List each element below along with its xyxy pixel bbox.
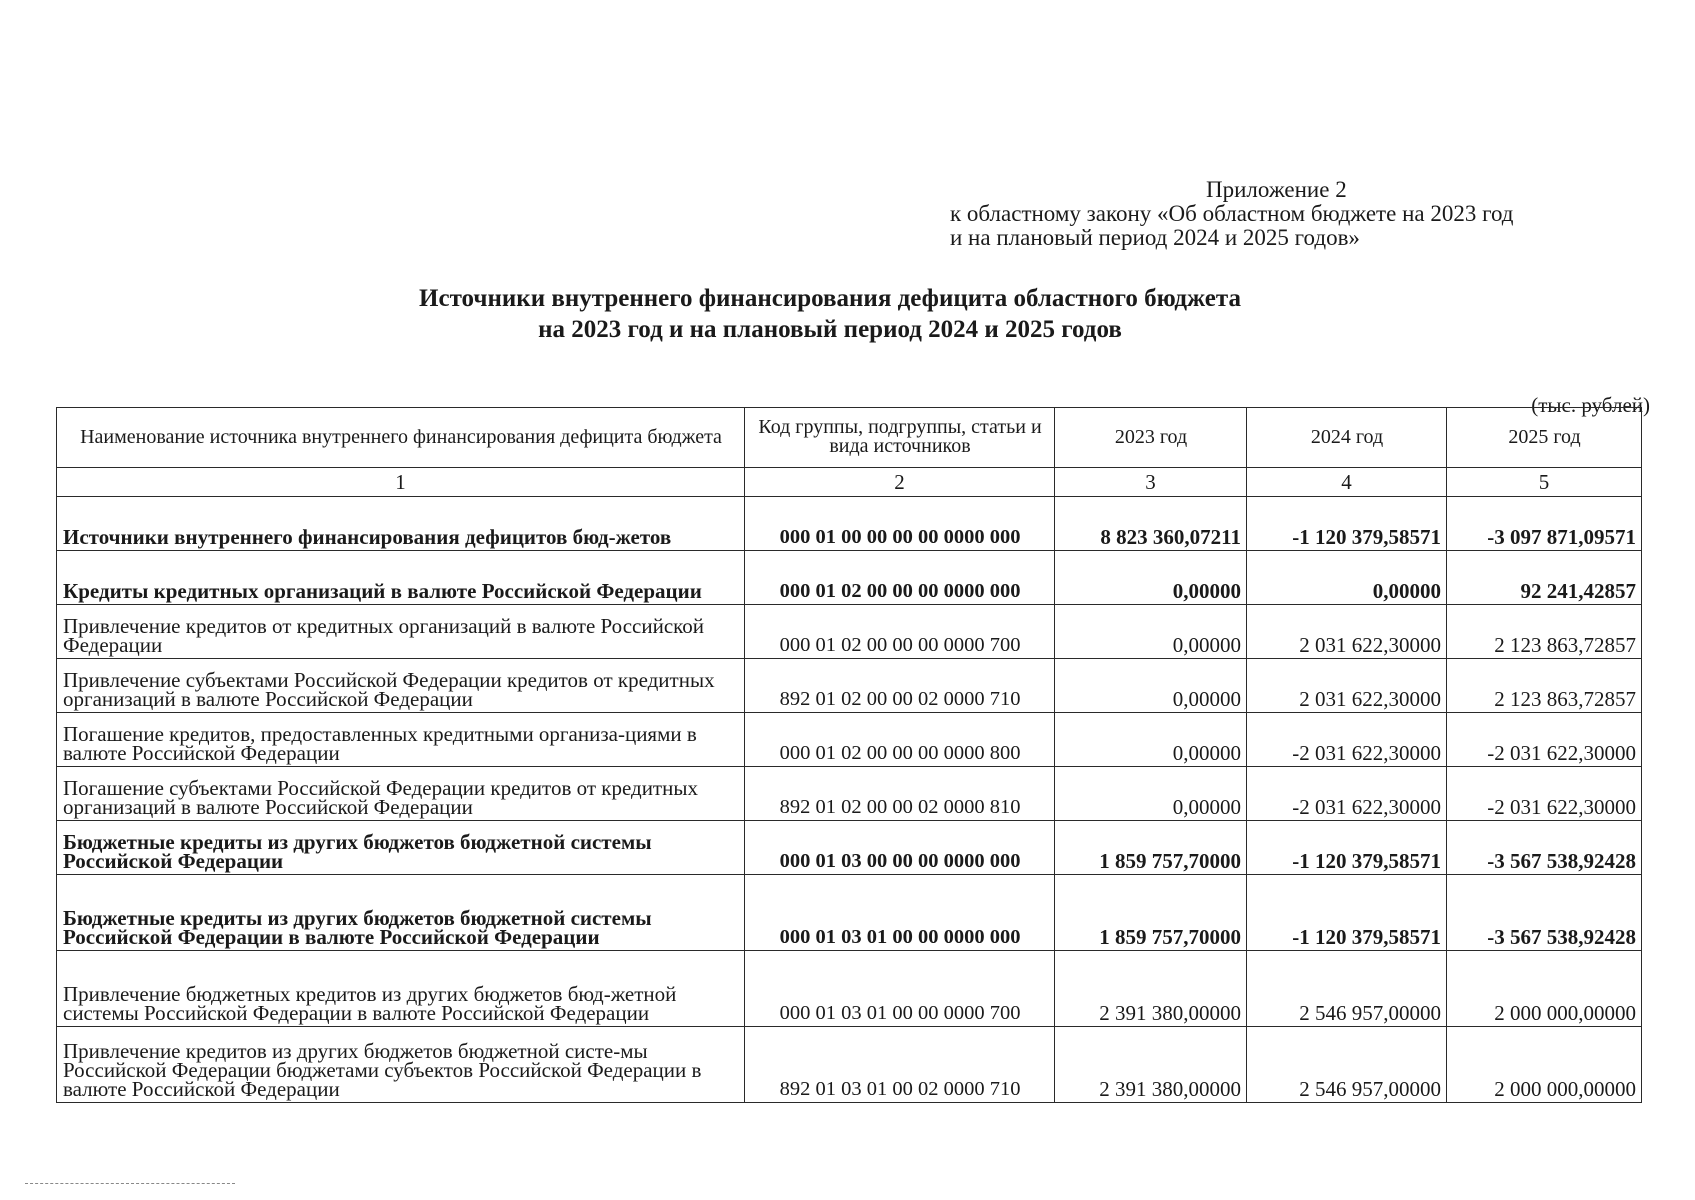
table-row [57,875,1642,951]
source-name: Привлечение субъектами Российской Федерации кредитов от кредитных организаций в валюте Российской Федерации [57,659,745,713]
appendix-line-2: и на плановый период 2024 и 2025 годов» [950,225,1360,250]
table-row [57,497,1642,551]
amount-2024: -1 120 379,58571 [1247,497,1447,551]
source-name: Погашение субъектами Российской Федерации кредитов от кредитных организаций в валюте Российской Федерации [57,767,745,821]
amount-2023: 1 859 757,70000 [1055,875,1247,951]
header-code: Код группы, подгруппы, статьи и вида источников [745,408,1055,468]
amount-2025: -3 567 538,92428 [1447,821,1642,875]
amount-2025: -2 031 622,30000 [1447,767,1642,821]
amount-2024: -1 120 379,58571 [1247,875,1447,951]
amount-2024: -2 031 622,30000 [1247,767,1447,821]
source-name: Бюджетные кредиты из других бюджетов бюджетной системы Российской Федерации в валюте Российской Федерации [57,875,745,951]
table-row [57,551,1642,605]
table-row [57,659,1642,713]
source-code: 000 01 03 00 00 00 0000 000 [745,821,1055,875]
source-name: Кредиты кредитных организаций в валюте Российской Федерации [57,551,745,605]
amount-2024: 2 546 957,00000 [1247,951,1447,1027]
header-year-2023: 2023 год [1055,408,1247,468]
source-name: Привлечение кредитов от кредитных организаций в валюте Российской Федерации [57,605,745,659]
amount-2023: 0,00000 [1055,713,1247,767]
table-header-row [57,408,1642,468]
source-code: 892 01 02 00 00 02 0000 810 [745,767,1055,821]
source-name: Бюджетные кредиты из других бюджетов бюджетной системы Российской Федерации [57,821,745,875]
amount-2025: -3 097 871,09571 [1447,497,1642,551]
amount-2025: 92 241,42857 [1447,551,1642,605]
source-name: Привлечение бюджетных кредитов из других бюджетов бюд-жетной системы Российской Федерации в валюте Российской Федерации [57,951,745,1027]
table-row [57,821,1642,875]
column-number: 5 [1447,468,1642,497]
amount-2025: 2 000 000,00000 [1447,1027,1642,1103]
amount-2025: 2 123 863,72857 [1447,659,1642,713]
amount-2023: 0,00000 [1055,767,1247,821]
appendix-title: Приложение 2 [1206,177,1347,202]
source-code: 892 01 03 01 00 02 0000 710 [745,1027,1055,1103]
amount-2023: 1 859 757,70000 [1055,821,1247,875]
table-row [57,605,1642,659]
column-number: 4 [1247,468,1447,497]
table-row [57,951,1642,1027]
footer-divider [25,1183,235,1184]
source-code: 000 01 00 00 00 00 0000 000 [745,497,1055,551]
source-name: Привлечение кредитов из других бюджетов бюджетной систе-мы Российской Федерации бюджетами субъектов Российской Федерации в валюте Российской Федерации [57,1027,745,1103]
header-year-2025: 2025 год [1447,408,1642,468]
source-code: 000 01 03 01 00 00 0000 000 [745,875,1055,951]
document-title-line-2: на 2023 год и на плановый период 2024 и 2025 годов [538,316,1122,343]
amount-2023: 0,00000 [1055,551,1247,605]
table-row [57,767,1642,821]
amount-2023: 0,00000 [1055,605,1247,659]
appendix-line-1: к областному закону «Об областном бюджете на 2023 год [950,201,1514,226]
amount-2023: 0,00000 [1055,659,1247,713]
appendix-header [950,178,1650,250]
document-title [300,283,1360,345]
source-name: Погашение кредитов, предоставленных кредитными организа-циями в валюте Российской Федерации [57,713,745,767]
amount-2025: 2 000 000,00000 [1447,951,1642,1027]
column-number: 3 [1055,468,1247,497]
source-code: 000 01 02 00 00 00 0000 000 [745,551,1055,605]
amount-2025: 2 123 863,72857 [1447,605,1642,659]
document-title-line-1: Источники внутреннего финансирования дефицита областного бюджета [419,285,1241,312]
amount-2024: -2 031 622,30000 [1247,713,1447,767]
amount-2024: 2 546 957,00000 [1247,1027,1447,1103]
amount-2023: 8 823 360,07211 [1055,497,1247,551]
column-number: 1 [57,468,745,497]
source-name: Источники внутреннего финансирования дефицитов бюд-жетов [57,497,745,551]
column-number: 2 [745,468,1055,497]
amount-2024: 0,00000 [1247,551,1447,605]
amount-2023: 2 391 380,00000 [1055,1027,1247,1103]
table-row [57,1027,1642,1103]
header-year-2024: 2024 год [1247,408,1447,468]
amount-2023: 2 391 380,00000 [1055,951,1247,1027]
source-code: 000 01 02 00 00 00 0000 800 [745,713,1055,767]
amount-2025: -2 031 622,30000 [1447,713,1642,767]
header-source-name: Наименование источника внутреннего финансирования дефицита бюджета [57,408,745,468]
amount-2024: -1 120 379,58571 [1247,821,1447,875]
column-number-row [57,468,1642,497]
financing-sources-table [56,407,1642,1103]
source-code: 000 01 02 00 00 00 0000 700 [745,605,1055,659]
table-row [57,713,1642,767]
amount-2024: 2 031 622,30000 [1247,659,1447,713]
amount-2024: 2 031 622,30000 [1247,605,1447,659]
units-label: (тыс. рублей) [1531,393,1650,417]
source-code: 000 01 03 01 00 00 0000 700 [745,951,1055,1027]
amount-2025: -3 567 538,92428 [1447,875,1642,951]
source-code: 892 01 02 00 00 02 0000 710 [745,659,1055,713]
